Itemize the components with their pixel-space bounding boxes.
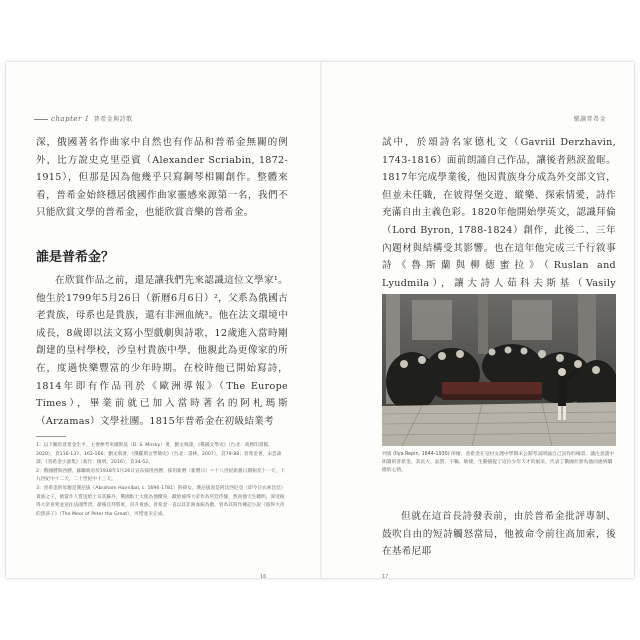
figure-caption: 列賓 (Ilya Repin, 1844-1930) 所繪，普希金在皇村文理中學期末公開考試朗誦自己詩作的場景。讓注意畫中朗讀的普希金，其長大、氣質、不羈、敏捷，生動捕捉了這位少年天才的風采，代表了俄國社會為他而感到驕傲的心情。 bbox=[382, 452, 615, 473]
book-spread bbox=[6, 62, 634, 578]
right-paragraph-1: 試中，於頌詩名家德札文（Gavriil Derzhavin, 1743-1816）面前朗誦自己作品，讓後者熱淚盈眶。1817年完成學業後，他因貴族身分成為外交部文官，但並未任職，在彼得堡交遊、縱樂、探索情愛，詩作充滿自由主義色彩。1820年他開始學英文，認識拜倫（Lord Byron, 1788-1824）創作，此後二、三年內題材與結構受其影響。也在這年他完成三千行敘事詩《魯斯蘭與柳德蜜拉》（Ruslan and Lyudmila），讓大詩人茹科夫斯基（Vasily bbox=[382, 137, 616, 289]
chapter-title: 普希金與詩歌 bbox=[93, 116, 133, 123]
left-paragraph-2: 在欣賞作品之前，還是讓我們先來認識這位文學家¹。他生於1799年5月26日（新曆6月6日）²，父系為俄國古老貴族，母系也是貴族，還有非洲血統³。他在法文環境中成長，8歲即以法文寫小型戲劇與詩歌，12歲進入當時剛創建的皇村學校，沙皇村貴族中學，他親此為更像家的所在，度過快樂豐富的少年時期。在校時他已開始寫詩，1814年即有作品刊於《歐洲導報》（The Europe Times），畢業前就已加入當時著名的阿札瑪斯（Arzamas）文學社團。1815年普希金在初級結業考 bbox=[36, 275, 288, 427]
repin-painting-figure bbox=[382, 294, 616, 446]
left-page-number: 16 bbox=[260, 574, 267, 580]
running-head-rule bbox=[34, 119, 48, 120]
footnote-3: 3：普希金的母親是漢尼拔（Abraham Hannibal, c. 1696-1781）的孫女。漢尼拔原是阿比西尼亞（即今日衣索比亞）貴族之子，被當作人質送給土耳其蘇丹，俄國駐土大使為他贖身，獻給彼得大帝作為宮廷侍僮，然而他天生聰明，深受彼得大帝喜愛並送往法國學習，最後官拜將軍，晉升貴族。普希金一直以其非洲血統為傲，曾為其寫作傳記小說《彼得大帝的黑孩子》（The Moor of Peter the Great），可惜並未完成。 bbox=[36, 485, 286, 517]
painting-illustration bbox=[382, 294, 616, 446]
right-running-head: 樂讀普希金 bbox=[573, 116, 606, 123]
section-heading: 誰是普希金？ bbox=[36, 250, 115, 265]
footnote-divider bbox=[36, 436, 66, 437]
left-page bbox=[6, 62, 320, 578]
right-paragraph-2: 但就在這首長詩發表前，由於普希金批評專制、鼓吹自由的短詩觸怒當局，他被命令前往高加索，後在基希尼耶 bbox=[382, 511, 616, 558]
chapter-label: chapter 1 bbox=[51, 115, 90, 123]
left-paragraph-1: 深，俄國著名作曲家中自然也有作品和普希金無關的例外，比方說史克里亞賓（Alexander Scriabin, 1872-1915），但那是因為他幾乎只寫鋼琴相關創作。整體來看，普希金始終穩居俄國作曲家靈感來源第一名，我們不只能欣賞文學的普希金，也能欣賞音樂的普希金。 bbox=[36, 137, 288, 219]
right-page-number: 17 bbox=[382, 574, 389, 580]
left-running-head bbox=[34, 114, 133, 123]
footnote-1: 1：以下關於普希金生平，主要參考米爾斯基（D. S. Mirsky）著，劉文飛譯，《俄國文學史》（台北：商務印書館，2020），頁116-137、162-166；劉文飛著，《俄羅斯文學簡史》（台北：書林，2007），頁79-88；普希金著，宋雲森譯，《普希金小說集》（新竹：啟明，2016），頁34-52。 bbox=[36, 443, 282, 466]
right-page bbox=[322, 62, 636, 578]
footnotes bbox=[36, 442, 288, 519]
footnote-2: 2：俄國曆與西曆，蘇聯政府於1918年1月26日宣布採用西曆，採用新曆（新曆日）＝十八世紀新舊日期相差十一天，十九世紀中十二天，二十世紀中十三天。 bbox=[36, 468, 285, 483]
